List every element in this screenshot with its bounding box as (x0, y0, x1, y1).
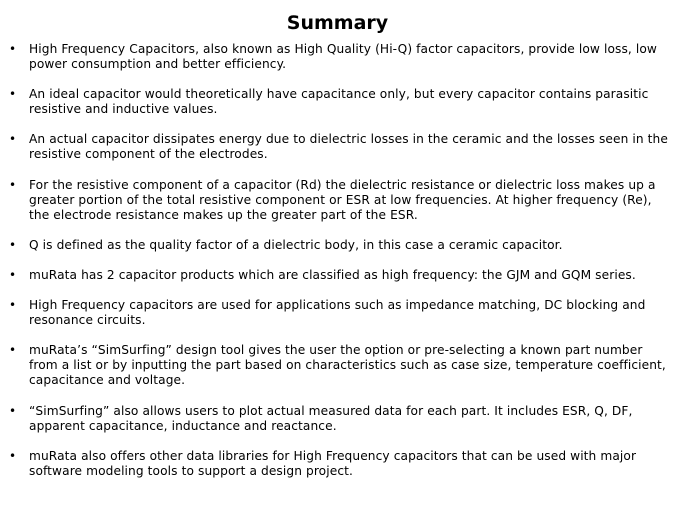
bullet-dot-icon: • (9, 132, 17, 147)
bullet-item (0, 404, 675, 434)
bullet-item (0, 178, 675, 223)
bullet-list (0, 42, 675, 479)
bullet-item (0, 268, 675, 283)
bullet-text: Q is defined as the quality factor of a dielectric body, in this case a ceramic capacitor. (29, 237, 563, 252)
bullet-text: An ideal capacitor would theoretically have capacitance only, but every capacitor contains parasitic resistive and inductive values. (29, 87, 649, 117)
bullet-dot-icon: • (9, 298, 17, 313)
bullet-text: For the resistive component of a capacitor (Rd) the dielectric resistance or dielectric loss makes up a greater portion of the total resistive component or ESR at low frequencies. At higher frequency (Re), the electrode resistance makes up the greater part of the ESR. (29, 177, 656, 222)
bullet-text: muRata also offers other data libraries for High Frequency capacitors that can be used with major software modeling tools to support a design project. (29, 448, 637, 478)
bullet-text: muRata has 2 capacitor products which are classified as high frequency: the GJM and GQM series. (29, 267, 636, 282)
bullet-dot-icon: • (9, 87, 17, 102)
bullet-dot-icon: • (9, 343, 17, 358)
bullet-item (0, 42, 675, 72)
page-title: Summary (286, 12, 389, 34)
bullet-dot-icon: • (9, 42, 17, 56)
bullet-dot-icon: • (9, 237, 17, 252)
bullet-item (0, 238, 675, 253)
bullet-item (0, 343, 675, 388)
bullet-item (0, 132, 675, 162)
bullet-dot-icon: • (9, 177, 17, 192)
bullet-dot-icon: • (9, 403, 17, 418)
bullet-dot-icon: • (9, 267, 17, 282)
bullet-dot-icon: • (9, 448, 17, 463)
bullet-item (0, 449, 675, 479)
bullet-text: muRata’s “SimSurfing” design tool gives the user the option or pre-selecting a known part number from a list or by inputting the part based on characteristics such as case size, temperature coefficient, capacitance and voltage. (29, 343, 666, 388)
bullet-item (0, 87, 675, 117)
bullet-text: High Frequency capacitors are used for applications such as impedance matching, DC blocking and resonance circuits. (29, 298, 646, 328)
bullet-text: An actual capacitor dissipates energy due to dielectric losses in the ceramic and the losses seen in the resistive component of the electrodes. (29, 132, 668, 162)
bullet-text: “SimSurfing” also allows users to plot actual measured data for each part. It includes ESR, Q, DF, apparent capacitance, inductance and reactance. (29, 403, 633, 433)
bullet-text: High Frequency Capacitors, also known as High Quality (Hi-Q) factor capacitors, provide low loss, low power consumption and better efficiency. (29, 42, 657, 71)
bullet-item (0, 298, 675, 328)
